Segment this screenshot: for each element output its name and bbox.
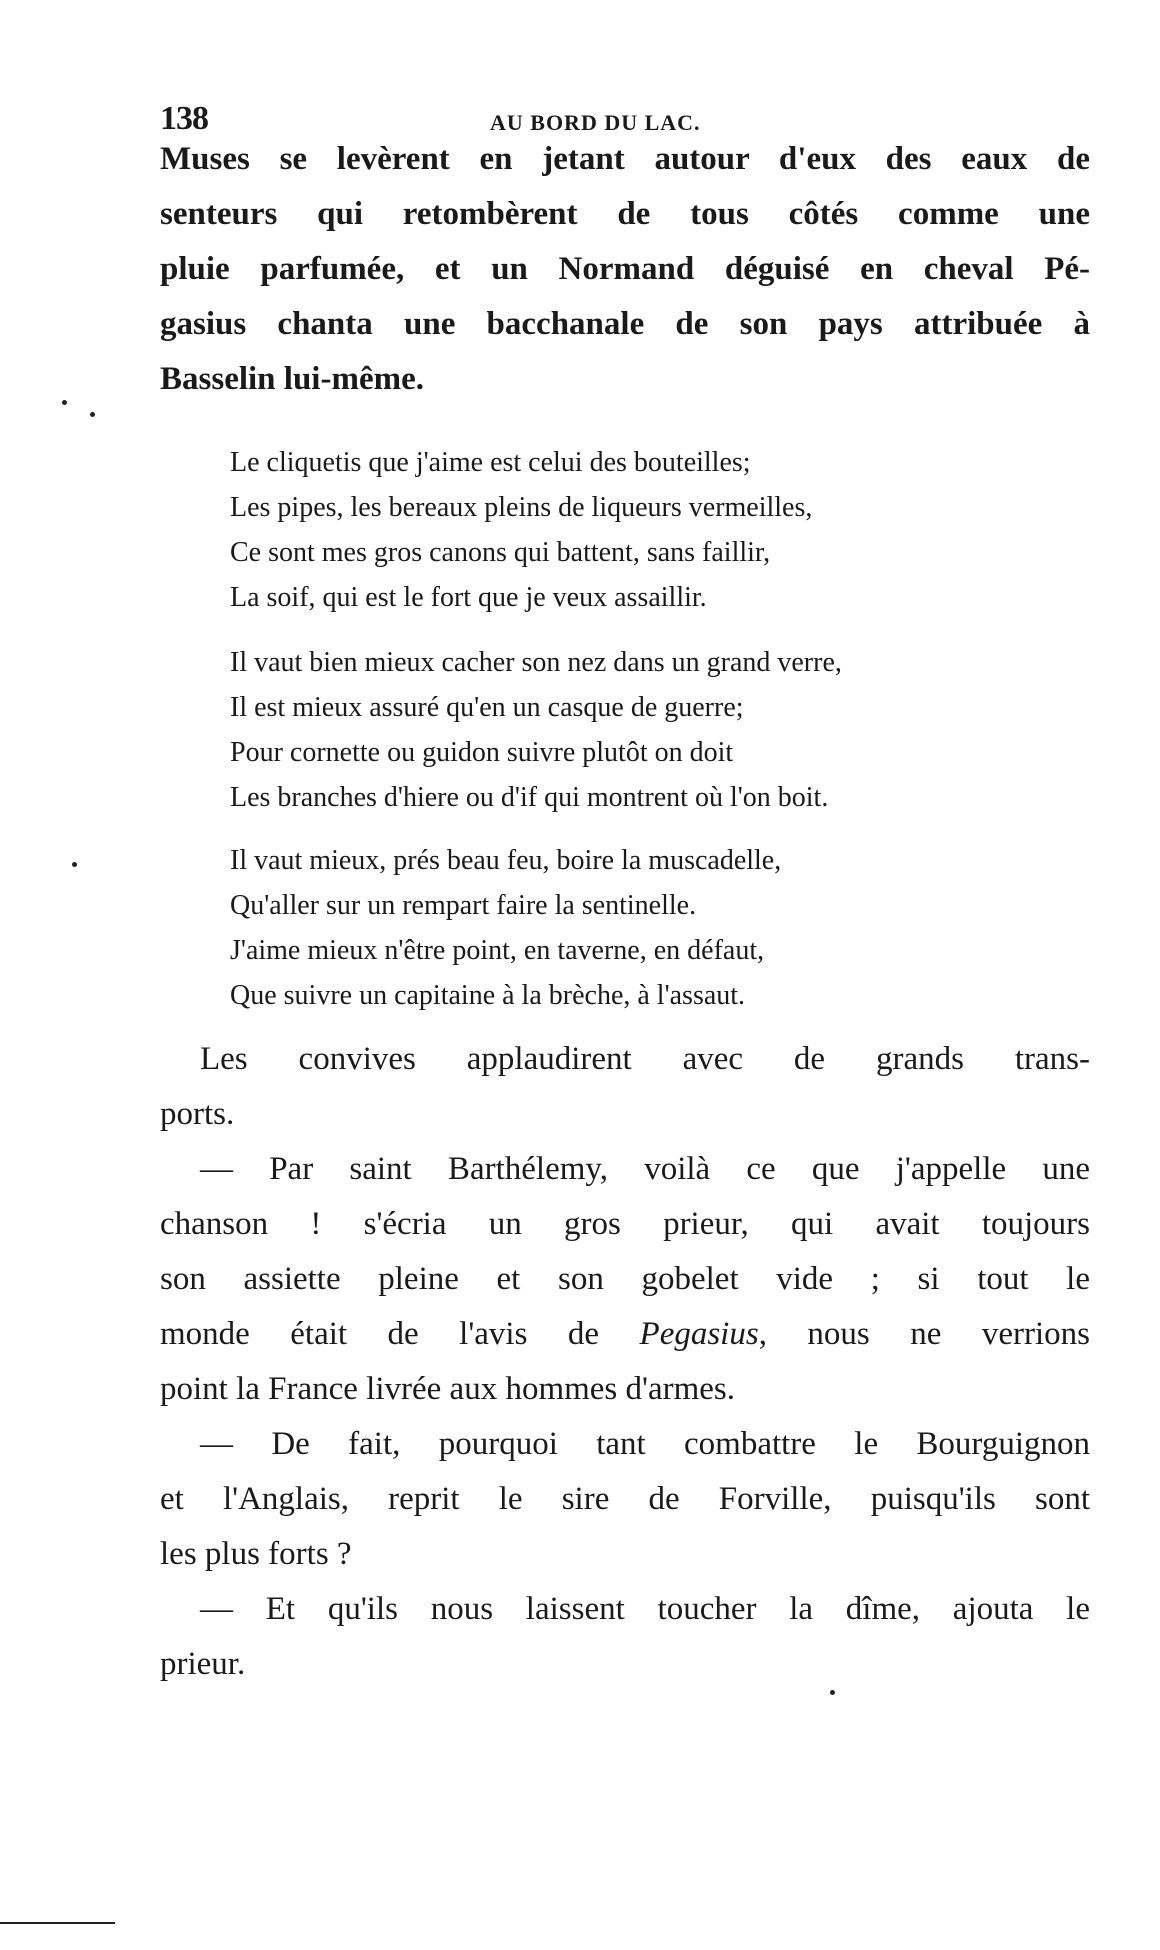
running-head: AU BORD DU LAC. (490, 110, 701, 135)
poem-verse: J'aime mieux n'être point, en taverne, en défaut, (230, 935, 765, 966)
poem-part-3 (230, 838, 1090, 1018)
paragraph-3-line-1: — Par saint Barthélemy, voilà ce que j'appelle une (200, 1151, 1090, 1187)
poem-verse: Qu'aller sur un rempart faire la sentinelle. (230, 890, 697, 921)
poem-verse: Il est mieux assuré qu'en un casque de guerre; (230, 692, 744, 723)
poem-part-2 (230, 640, 1090, 820)
poem-verse: Les pipes, les bereaux pleins de liqueurs vermeilles, (230, 492, 813, 523)
paragraph-2 (160, 1032, 1090, 1142)
poem-verse: Que suivre un capitaine à la brèche, à l'assaut. (230, 980, 746, 1011)
poem (230, 440, 1090, 620)
poem-verse: Il vaut bien mieux cacher son nez dans un grand verre, (230, 647, 842, 678)
ink-speck (72, 862, 77, 867)
pegasius-italic: Pegasius (639, 1316, 759, 1352)
poem-verse: Ce sont mes gros canons qui battent, sans faillir, (230, 537, 771, 568)
paragraph-3-line-3: son assiette pleine et son gobelet vide ; si tout le (160, 1261, 1090, 1297)
poem-stanza-1 (230, 440, 1090, 620)
paragraph-3-line-4-end: , nous ne verrions (758, 1316, 1090, 1352)
poem-stanza-3 (230, 838, 1090, 1018)
paragraph-3-line-5: point la France livrée aux hommes d'armes. (160, 1371, 736, 1407)
poem-verse: Pour cornette ou guidon suivre plutôt on doit (230, 737, 734, 768)
ink-speck (90, 412, 95, 417)
paragraph-1 (160, 132, 1090, 407)
paragraph-5 (160, 1582, 1090, 1692)
paragraph-1-line-5: Basselin lui-même. (160, 361, 424, 397)
paragraph-4-line-1: — De fait, pourquoi tant combattre le Bourguignon (200, 1426, 1090, 1462)
paragraph-2-line-2: ports. (160, 1096, 235, 1132)
paragraph-4 (160, 1417, 1090, 1582)
poem-verse: La soif, qui est le fort que je veux assaillir. (230, 582, 707, 613)
paragraph-5-line-2: prieur. (160, 1646, 246, 1682)
paragraph-3-line-4-start: monde était de l'avis de (160, 1316, 640, 1352)
paragraph-1-line-1: Muses se levèrent en jetant autour d'eux des eaux de (160, 141, 1090, 177)
paragraph-4-line-3: les plus forts ? (160, 1536, 352, 1572)
paragraph-3-line-2: chanson ! s'écria un gros prieur, qui avait toujours (160, 1206, 1090, 1242)
paragraph-1-line-3: pluie parfumée, et un Normand déguisé en cheval Pé- (160, 251, 1090, 287)
ink-speck (62, 400, 67, 405)
poem-verse: Le cliquetis que j'aime est celui des bouteilles; (230, 447, 751, 478)
poem-verse: Les branches d'hiere ou d'if qui montrent où l'on boit. (230, 782, 829, 813)
paragraph-5-line-1: — Et qu'ils nous laissent toucher la dîme, ajouta le (200, 1591, 1090, 1627)
paragraph-1-line-4: gasius chanta une bacchanale de son pays attribuée à (160, 306, 1090, 342)
page-edge-rule (0, 1922, 115, 1924)
poem-stanza-2 (230, 640, 1090, 820)
paragraph-3-line-4 (160, 1307, 1090, 1362)
page-number: 138 (160, 100, 208, 137)
ink-speck (830, 1690, 835, 1695)
paragraph-3 (160, 1142, 1090, 1417)
paragraph-1-line-2: senteurs qui retombèrent de tous côtés comme une (160, 196, 1090, 232)
poem-verse: Il vaut mieux, prés beau feu, boire la muscadelle, (230, 845, 782, 876)
paragraph-4-line-2: et l'Anglais, reprit le sire de Forville, puisqu'ils sont (160, 1481, 1090, 1517)
paragraph-2-line-1: Les convives applaudirent avec de grands trans- (200, 1041, 1090, 1077)
